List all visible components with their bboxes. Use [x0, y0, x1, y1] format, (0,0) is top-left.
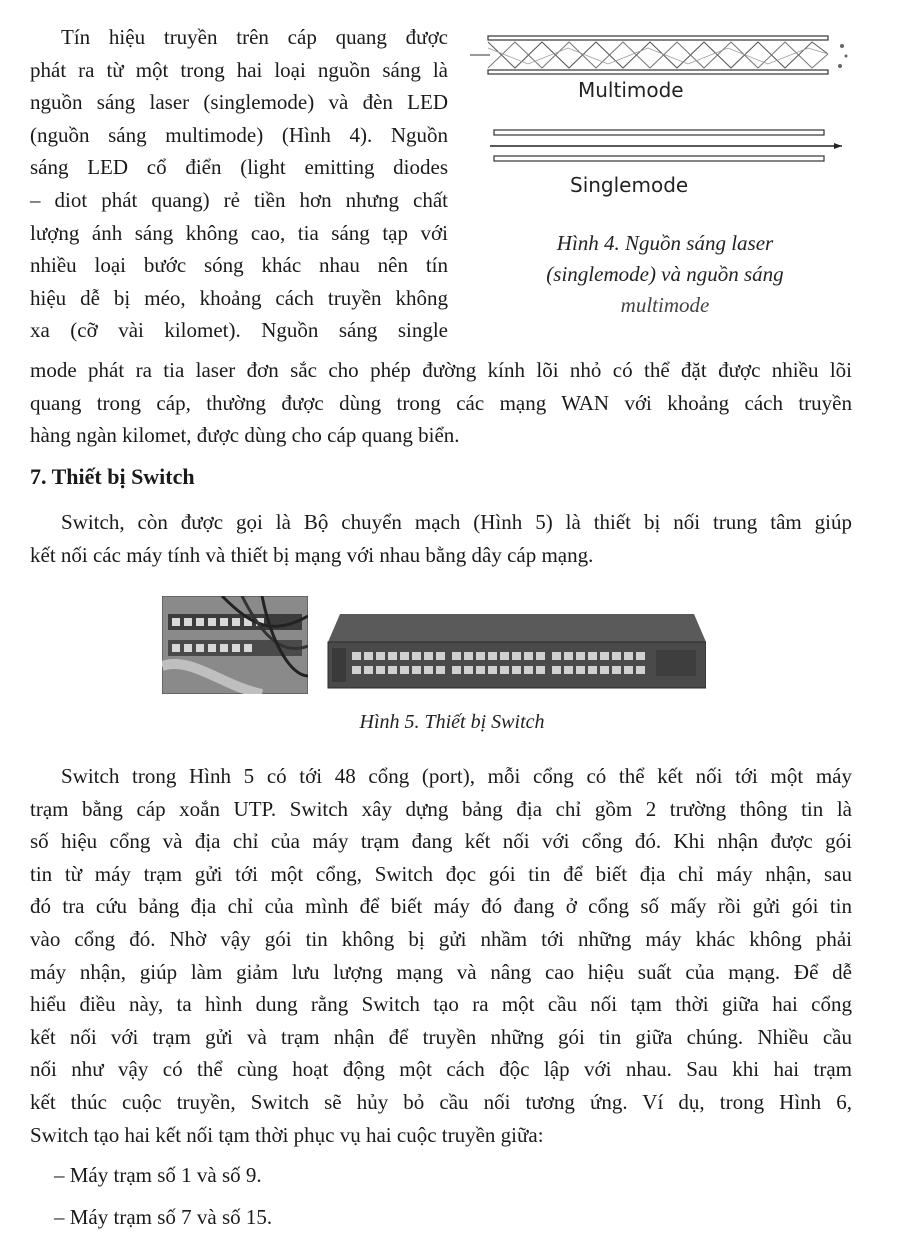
- intro-line: hàng ngàn kilomet, được dùng cho cáp quang biển.: [30, 423, 460, 448]
- figure-5: [162, 596, 707, 696]
- body-line: kết nối với trạm gửi và trạm nhận để truyền những gói tin giữa chúng. Nhiều cầu: [30, 1024, 852, 1049]
- figure-4-caption: [500, 228, 830, 321]
- intro-line: nguồn sáng laser (singlemode) và đèn LED: [30, 90, 448, 115]
- intro-line: mode phát ra tia laser đơn sắc cho phép đường kính lõi nhỏ có thể đặt được nhiều lõi: [30, 358, 852, 382]
- body-line: hiểu điều này, ta hình dung rằng Switch tạo ra một cầu nối tạm thời giữa hai cổng: [30, 992, 852, 1017]
- intro-line: – diot phát quang) rẻ tiền hơn nhưng chất: [30, 187, 448, 212]
- bullet-item: – Máy trạm số 1 và số 9.: [54, 1163, 262, 1187]
- intro-line: quang trong cáp, thường được dùng trong các mạng WAN với khoảng cách truyền: [30, 390, 852, 415]
- switch-intro-line: Switch, còn được gọi là Bộ chuyển mạch (Hình 5) là thiết bị nối trung tâm giúp: [61, 510, 852, 534]
- body-paragraph: [30, 760, 852, 1151]
- body-line: số hiệu cổng và địa chỉ của máy trạm đang kết nối với cổng đó. Khi nhận được gói: [30, 829, 852, 854]
- bullet-item: – Máy trạm số 7 và số 15.: [54, 1205, 273, 1229]
- caption-line: Hình 4. Nguồn sáng laser: [556, 231, 774, 255]
- switch-intro-paragraph: [30, 506, 852, 571]
- intro-continuation: [30, 354, 852, 452]
- body-line: Switch trong Hình 5 có tới 48 cổng (port), mỗi cổng có thể kết nối tới một máy: [61, 764, 852, 788]
- body-line: vào cổng đó. Nhờ vậy gói tin không bị gửi nhầm tới những máy khác không phải: [30, 926, 852, 951]
- intro-line: xa (cỡ vài kilomet). Nguồn sáng single: [30, 318, 448, 343]
- intro-line: lượng ánh sáng không cao, tia sáng tạp với: [30, 220, 448, 245]
- body-line: máy nhận, giúp làm giảm lưu lượng mạng và nâng cao hiệu suất của mạng. Để dễ: [30, 959, 852, 984]
- intro-line: nhiều loại bước sóng khác nhau nên tín: [30, 253, 448, 278]
- caption-line: multimode: [620, 293, 710, 317]
- switch-device-photo: [322, 604, 706, 694]
- body-line: đó tra cứu bảng địa chỉ của mình để biết máy đó đang ở cổng số mấy rồi gửi gói tin: [30, 894, 852, 919]
- singlemode-label: Singlemode: [570, 173, 689, 197]
- body-line: kết thúc cuộc truyền, Switch sẽ hủy bỏ cầu nối tương ứng. Ví dụ, trong Hình 6,: [30, 1089, 852, 1114]
- patch-cable-photo: [162, 596, 308, 694]
- body-line: Switch tạo hai kết nối tạm thời phục vụ hai cuộc truyền giữa:: [30, 1122, 544, 1147]
- figure-5-caption: Hình 5. Thiết bị Switch: [359, 711, 545, 733]
- intro-line: (nguồn sáng multimode) (Hình 4). Nguồn: [30, 122, 448, 147]
- section-heading: 7. Thiết bị Switch: [30, 464, 195, 489]
- intro-line: Tín hiệu truyền trên cáp quang được: [61, 25, 448, 49]
- intro-line: hiệu dễ bị méo, khoảng cách truyền không: [30, 285, 448, 310]
- caption-line: (singlemode) và nguồn sáng: [546, 262, 784, 286]
- intro-line: sáng LED cổ điển (light emitting diodes: [30, 155, 448, 180]
- body-line: trạm bằng cáp xoắn UTP. Switch xây dựng bảng địa chỉ gồm 2 trường thông tin là: [30, 796, 852, 821]
- intro-line: phát ra từ một trong hai loại nguồn sáng là: [30, 57, 448, 82]
- body-line: tin từ máy trạm gửi tới một cổng, Switch đọc gói tin để biết địa chỉ máy nhận, sau: [30, 861, 852, 886]
- switch-intro-line: kết nối các máy tính và thiết bị mạng với nhau bằng dây cáp mạng.: [30, 542, 594, 567]
- intro-paragraph: [30, 21, 448, 347]
- multimode-label: Multimode: [578, 78, 684, 102]
- singlemode-fiber-diagram: [470, 124, 880, 174]
- body-line: nối như vậy có thể cùng hoạt động một cách độc lập với nhau. Sau khi hai trạm: [30, 1057, 852, 1082]
